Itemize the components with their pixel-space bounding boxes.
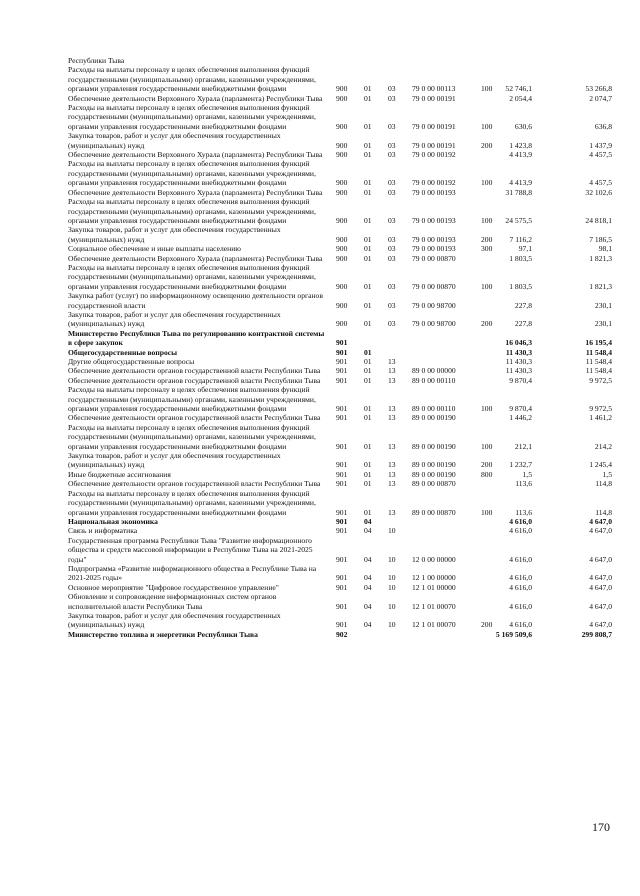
cell-y1: 11 430,3 [505,366,532,376]
table-row [0,611,640,630]
row-name: Обеспечение деятельности Верховного Хурала (парламента) Республики Тыва [68,93,323,103]
cell-y2: 1 821,3 [589,281,612,291]
cell-pr: 03 [388,215,396,225]
table-row [0,254,640,263]
row-name: Закупка товаров, работ и услуг для обеспечения государственных (муниципальных) нужд [68,131,281,150]
cell-rz: 01 [364,469,372,479]
cell-ved: 901 [336,460,348,470]
cell-pr: 03 [388,319,396,329]
cell-y2: 230,1 [594,319,612,329]
budget-table [0,56,640,639]
cell-y1: 1 803,5 [509,281,532,291]
cell-y1: 1 446,2 [509,413,532,423]
table-row [0,150,640,159]
cell-csr: 79 0 00 00191 [412,93,456,103]
table-row [0,357,640,366]
cell-y1: 16 046,3 [505,338,532,348]
cell-y1: 4 616,0 [509,526,532,536]
cell-vr: 200 [481,140,493,150]
cell-y2: 114,8 [595,507,612,517]
cell-csr: 89 0 00 00190 [412,441,456,451]
cell-y2: 299 808,7 [581,629,612,639]
row-name: Министерство топлива и энергетики Республики Тыва [68,629,258,639]
cell-ved: 901 [336,516,348,526]
cell-pr: 03 [388,187,396,197]
cell-csr: 79 0 00 00192 [412,178,456,188]
cell-y2: 1 821,3 [589,253,612,263]
cell-rz: 01 [364,507,372,517]
cell-y2: 4 647,0 [589,620,612,630]
cell-csr: 12 1 00 00000 [412,573,456,583]
table-row [0,526,640,535]
cell-y1: 31 788,8 [505,187,532,197]
table-row [0,348,640,357]
table-row [0,489,640,517]
row-name: Закупка товаров, работ и услуг для обеспечения государственных (муниципальных) нужд [68,309,281,329]
cell-ved: 901 [336,404,348,414]
cell-csr: 79 0 00 00193 [412,215,456,225]
row-name: Обеспечение деятельности Верховного Хурала (парламента) Республики Тыва [68,253,323,263]
cell-csr: 79 0 00 00191 [412,121,456,131]
cell-y1: 11 430,3 [505,347,532,357]
cell-ved: 901 [336,526,348,536]
cell-y1: 113,6 [515,479,532,489]
cell-pr: 03 [388,84,396,94]
cell-ved: 901 [336,338,348,348]
cell-pr: 13 [388,366,396,376]
cell-pr: 10 [388,601,396,611]
cell-ved: 900 [336,140,348,150]
row-name: Государственная программа Республики Тыва "Развитие информационного общества и средств массовой информации в Республике Тыва на 2021-2025 годы" [68,535,313,564]
cell-pr: 13 [388,507,396,517]
cell-y2: 16 195,4 [585,338,612,348]
cell-y1: 2 054,4 [509,93,532,103]
cell-ved: 901 [336,601,348,611]
cell-vr: 100 [481,507,493,517]
cell-ved: 900 [336,93,348,103]
cell-y1: 4 616,0 [509,582,532,592]
cell-ved: 901 [336,366,348,376]
table-row [0,451,640,470]
cell-vr: 300 [481,244,493,254]
cell-y2: 1 245,4 [589,460,612,470]
cell-pr: 03 [388,93,396,103]
row-name: Общегосударственные вопросы [68,347,178,357]
cell-y1: 4 413,9 [509,150,532,160]
cell-csr: 79 0 00 00193 [412,187,456,197]
cell-pr: 03 [388,244,396,254]
cell-csr: 79 0 00 98700 [412,300,456,310]
cell-rz: 01 [364,84,372,94]
cell-y2: 1 461,2 [589,413,612,423]
table-row [0,517,640,526]
cell-pr: 13 [388,413,396,423]
cell-ved: 900 [336,215,348,225]
cell-ved: 900 [336,281,348,291]
table-row [0,263,640,291]
page-number: 170 [592,820,610,834]
cell-y2: 9 972,5 [589,375,612,385]
cell-vr: 100 [481,84,493,94]
cell-pr: 03 [388,150,396,160]
cell-y1: 4 413,9 [509,178,532,188]
cell-pr: 10 [388,620,396,630]
table-row [0,65,640,93]
cell-rz: 01 [364,244,372,254]
cell-rz: 04 [364,582,372,592]
cell-y1: 1 803,5 [509,253,532,263]
cell-rz: 01 [364,178,372,188]
cell-pr: 10 [388,573,396,583]
cell-ved: 901 [336,375,348,385]
cell-vr: 200 [481,319,493,329]
cell-pr: 03 [388,234,396,244]
cell-vr: 200 [481,234,493,244]
cell-rz: 04 [364,526,372,536]
table-row [0,630,640,639]
row-name: Министерство Республики Тыва по регулированию контрактной системы в сфере закупок [68,328,325,348]
cell-csr: 79 0 00 00192 [412,150,456,160]
cell-y2: 636,8 [594,121,612,131]
row-name: Иные бюджетные ассигнования [68,469,171,479]
cell-rz: 04 [364,620,372,630]
cell-csr: 79 0 00 00193 [412,234,456,244]
table-row [0,592,640,611]
cell-rz: 01 [364,347,372,357]
cell-vr: 100 [481,178,493,188]
table-row [0,197,640,225]
cell-y1: 1 423,8 [509,140,532,150]
cell-pr: 10 [388,554,396,564]
cell-ved: 902 [336,629,348,639]
cell-csr: 89 0 00 00190 [412,469,456,479]
row-name: Закупка товаров, работ и услуг для обеспечения государственных (муниципальных) нужд [68,610,281,630]
cell-y2: 4 647,0 [589,601,612,611]
cell-y2: 24 818,1 [585,215,612,225]
cell-rz: 01 [364,413,372,423]
cell-y2: 4 647,0 [589,554,612,564]
cell-y1: 52 746,1 [505,84,532,94]
cell-rz: 01 [364,319,372,329]
cell-y1: 4 616,0 [509,601,532,611]
cell-rz: 01 [364,187,372,197]
cell-pr: 03 [388,178,396,188]
row-name: Обеспечение деятельности Верховного Хурала (парламента) Республики Тыва [68,187,323,197]
cell-ved: 901 [336,620,348,630]
table-row [0,423,640,451]
row-name: Расходы на выплаты персоналу в целях обеспечения выполнения функций государственными (муниципальными) органами, казенными учреждениями, органами управления государственными внебюджетными фондами [68,159,316,188]
table-row [0,244,640,253]
cell-csr: 89 0 00 00110 [412,404,456,414]
cell-csr: 89 0 00 00000 [412,366,456,376]
row-name: Обеспечение деятельности органов государственной власти Республики Тыва [68,413,321,423]
cell-ved: 901 [336,573,348,583]
cell-vr: 200 [481,620,493,630]
row-name: Обновление и сопровождение информационных систем органов исполнительной власти Республики Тыва [68,592,277,611]
cell-y2: 7 186,5 [589,234,612,244]
cell-y1: 97,1 [518,244,532,254]
row-name: Закупка работ (услуг) по информационному освещению деятельности органов государственной власти [68,291,323,310]
cell-vr: 100 [481,281,493,291]
cell-rz: 01 [364,121,372,131]
cell-vr: 100 [481,215,493,225]
cell-y1: 9 870,4 [509,375,532,385]
cell-y2: 230,1 [594,300,612,310]
row-name: Социальное обеспечение и иные выплаты населению [68,244,241,254]
cell-pr: 13 [388,404,396,414]
cell-rz: 04 [364,573,372,583]
cell-y1: 212,1 [514,441,532,451]
cell-csr: 89 0 00 00190 [412,460,456,470]
cell-rz: 01 [364,375,372,385]
cell-csr: 89 0 00 00190 [412,413,456,423]
cell-y2: 11 548,4 [585,357,612,366]
row-name: Расходы на выплаты персоналу в целях обеспечения выполнения функций государственными (муниципальными) органами, казенными учреждениями, органами управления государственными внебюджетными фондами [68,197,316,225]
cell-csr: 12 1 01 00070 [412,601,456,611]
cell-rz: 01 [364,441,372,451]
cell-y2: 11 548,4 [585,366,612,376]
cell-rz: 01 [364,366,372,376]
cell-rz: 01 [364,281,372,291]
table-row [0,131,640,150]
cell-y1: 1 232,7 [509,460,532,470]
cell-y2: 4 457,5 [589,178,612,188]
cell-ved: 901 [336,357,348,366]
table-row [0,479,640,488]
cell-rz: 01 [364,357,372,366]
table-row [0,376,640,385]
cell-ved: 901 [336,413,348,423]
cell-y2: 32 102,6 [585,187,612,197]
row-name: Другие общегосударственные вопросы [68,357,195,366]
cell-y1: 9 870,4 [509,404,532,414]
row-name: Обеспечение деятельности органов государственной власти Республики Тыва [68,366,321,376]
row-name: Расходы на выплаты персоналу в целях обеспечения выполнения функций государственными (муниципальными) органами, казенными учреждениями, органами управления государственными внебюджетными фондами [68,422,316,451]
table-row [0,159,640,187]
cell-csr: 79 0 00 98700 [412,319,456,329]
cell-y1: 4 616,0 [509,554,532,564]
cell-ved: 900 [336,121,348,131]
cell-y2: 1 437,9 [589,140,612,150]
cell-rz: 01 [364,460,372,470]
row-name: Закупка товаров, работ и услуг для обеспечения государственных (муниципальных) нужд [68,225,281,244]
table-row [0,536,640,564]
row-name: Обеспечение деятельности Верховного Хурала (парламента) Республики Тыва [68,150,323,160]
row-name: Национальная экономика [68,516,158,526]
cell-csr: 89 0 00 00870 [412,479,456,489]
cell-ved: 900 [336,84,348,94]
cell-y1: 227,8 [514,300,532,310]
cell-y1: 5 169 509,6 [495,629,532,639]
row-name: Республики Тыва [68,56,125,65]
cell-pr: 03 [388,121,396,131]
cell-csr: 12 1 01 00070 [412,620,456,630]
cell-y2: 1,5 [602,469,612,479]
cell-ved: 900 [336,234,348,244]
cell-vr: 200 [481,460,493,470]
cell-y2: 4 647,0 [589,526,612,536]
row-name: Расходы на выплаты персоналу в целях обеспечения выполнения функций государственными (муниципальными) органами, казенными учреждениями, органами управления государственными внебюджетными фондами [68,65,316,94]
row-name: Основное мероприятие "Цифровое государственное управление" [68,582,279,592]
cell-pr: 03 [388,300,396,310]
row-name: Обеспечение деятельности органов государственной власти Республики Тыва [68,479,321,489]
table-row [0,583,640,592]
cell-ved: 900 [336,244,348,254]
cell-rz: 01 [364,300,372,310]
cell-y2: 2 074,7 [589,93,612,103]
cell-y2: 4 457,5 [589,150,612,160]
cell-y1: 4 616,0 [509,620,532,630]
cell-y2: 214,2 [594,441,612,451]
cell-y1: 7 116,2 [509,234,532,244]
cell-ved: 900 [336,187,348,197]
cell-ved: 900 [336,300,348,310]
table-row [0,470,640,479]
cell-ved: 901 [336,507,348,517]
cell-y2: 4 647,0 [589,573,612,583]
table-row [0,188,640,197]
cell-csr: 12 0 00 00000 [412,554,456,564]
cell-y1: 11 430,3 [505,357,532,366]
cell-rz: 01 [364,140,372,150]
cell-y1: 4 616,0 [509,516,532,526]
table-row [0,366,640,375]
cell-ved: 900 [336,178,348,188]
table-row [0,310,640,329]
cell-y1: 1,5 [522,469,532,479]
cell-rz: 01 [364,93,372,103]
row-name: Подпрограмма «Развитие информационного общества в Республике Тыва на 2021-2025 годы» [68,563,317,583]
table-row [0,103,640,131]
cell-vr: 100 [481,121,493,131]
row-name: Обеспечение деятельности органов государственной власти Республики Тыва [68,375,321,385]
cell-vr: 100 [481,404,493,414]
cell-pr: 03 [388,140,396,150]
cell-rz: 04 [364,601,372,611]
cell-pr: 13 [388,469,396,479]
row-name: Расходы на выплаты персоналу в целях обеспечения выполнения функций государственными (муниципальными) органами, казенными учреждениями, органами управления государственными внебюджетными фондами [68,103,316,131]
cell-y2: 4 647,0 [589,582,612,592]
cell-ved: 901 [336,479,348,489]
cell-y2: 98,1 [598,244,612,254]
cell-ved: 901 [336,469,348,479]
table-row [0,413,640,422]
cell-ved: 900 [336,319,348,329]
cell-rz: 04 [364,554,372,564]
table-row [0,291,640,310]
row-name: Расходы на выплаты персоналу в целях обеспечения выполнения функций государственными (муниципальными) органами, казенными учреждениями, органами управления государственными внебюджетными фондами [68,385,316,414]
cell-y1: 4 616,0 [509,573,532,583]
table-row [0,329,640,348]
cell-pr: 10 [388,526,396,536]
cell-ved: 901 [336,582,348,592]
cell-rz: 01 [364,479,372,489]
cell-csr: 79 0 00 00870 [412,253,456,263]
cell-ved: 900 [336,253,348,263]
cell-pr: 13 [388,441,396,451]
cell-csr: 79 0 00 00191 [412,140,456,150]
row-name: Закупка товаров, работ и услуг для обеспечения государственных (муниципальных) нужд [68,451,281,470]
cell-vr: 100 [481,441,493,451]
cell-vr: 800 [481,469,493,479]
row-name: Расходы на выплаты персоналу в целях обеспечения выполнения функций государственными (муниципальными) органами, казенными учреждениями, органами управления государственными внебюджетными фондами [68,262,316,291]
row-name: Связь и информатика [68,526,138,536]
cell-pr: 13 [388,479,396,489]
cell-y1: 227,8 [514,319,532,329]
table-row [0,56,640,65]
cell-csr: 79 0 00 00193 [412,244,456,254]
table-row [0,225,640,244]
table-row [0,94,640,103]
cell-csr: 79 0 00 00870 [412,281,456,291]
cell-rz: 01 [364,215,372,225]
cell-ved: 901 [336,441,348,451]
cell-y2: 9 972,5 [589,404,612,414]
cell-y2: 4 647,0 [589,516,612,526]
cell-y1: 24 575,5 [505,215,532,225]
cell-pr: 10 [388,582,396,592]
cell-ved: 901 [336,347,348,357]
cell-y2: 11 548,4 [585,347,612,357]
cell-csr: 79 0 00 00113 [412,84,456,94]
cell-y1: 630,6 [514,121,532,131]
cell-ved: 900 [336,150,348,160]
cell-rz: 01 [364,253,372,263]
cell-pr: 03 [388,253,396,263]
cell-pr: 13 [388,357,396,366]
cell-rz: 01 [364,150,372,160]
cell-pr: 03 [388,281,396,291]
table-row [0,564,640,583]
cell-y2: 114,8 [595,479,612,489]
cell-y1: 113,6 [515,507,532,517]
cell-pr: 13 [388,375,396,385]
row-name: Расходы на выплаты персоналу в целях обеспечения выполнения функций государственными (муниципальными) органами, казенными учреждениями, органами управления государственными внебюджетными фондами [68,488,316,517]
cell-rz: 04 [364,516,372,526]
cell-csr: 89 0 00 00870 [412,507,456,517]
cell-rz: 01 [364,234,372,244]
cell-csr: 89 0 00 00110 [412,375,456,385]
cell-csr: 12 1 01 00000 [412,582,456,592]
cell-ved: 901 [336,554,348,564]
cell-y2: 53 266,8 [585,84,612,94]
table-row [0,385,640,413]
cell-pr: 13 [388,460,396,470]
cell-rz: 01 [364,404,372,414]
